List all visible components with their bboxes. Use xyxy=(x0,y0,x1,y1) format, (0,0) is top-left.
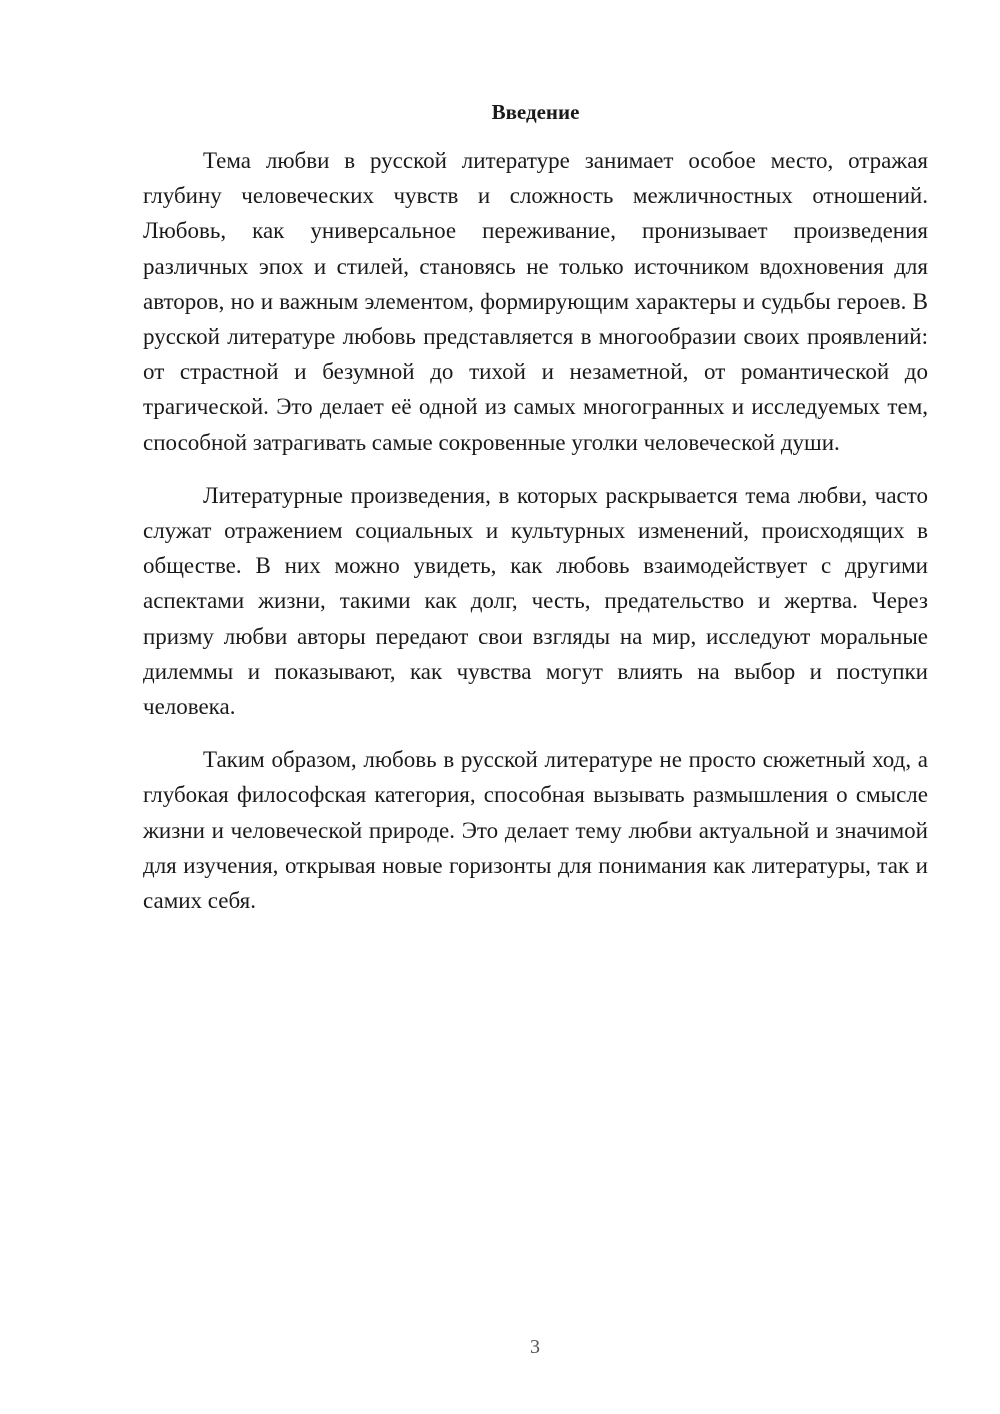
paragraph-2: Литературные произведения, в которых раскрывается тема любви, часто служат отражением социальных и культурных изменений, происходящих в обществе. В них можно увидеть, как любовь взаимодействует с другими аспектами жизни, такими как долг, честь, предательство и жертва. Через призму любви авторы передают свои взгляды на мир, исследуют моральные дилеммы и показывают, как чувства могут влиять на выбор и поступки человека. xyxy=(143,482,928,720)
document-body xyxy=(143,143,928,918)
paragraph-3: Таким образом, любовь в русской литературе не просто сюжетный ход, а глубокая философская категория, способная вызывать размышления о смысле жизни и человеческой природе. Это делает тему любви актуальной и значимой для изучения, открывая новые горизонты для понимания как литературы, так и самих себя. xyxy=(143,747,928,914)
section-heading: Введение xyxy=(491,100,580,124)
paragraph-1: Тема любви в русской литературе занимает особое место, отражая глубину человеческих чувств и сложность межличностных отношений. Любовь, как универсальное переживание, пронизывает произведения различных эпох и стилей, становясь не только источником вдохновения для авторов, но и важным элементом, формирующим характеры и судьбы героев. В русской литературе любовь представляется в многообразии своих проявлений: от страстной и безумной до тихой и незаметной, от романтической до трагической. Это делает её одной из самых многогранных и исследуемых тем, способной затрагивать самые сокровенные уголки человеческой души. xyxy=(143,148,928,455)
page-number: 3 xyxy=(530,1336,540,1358)
